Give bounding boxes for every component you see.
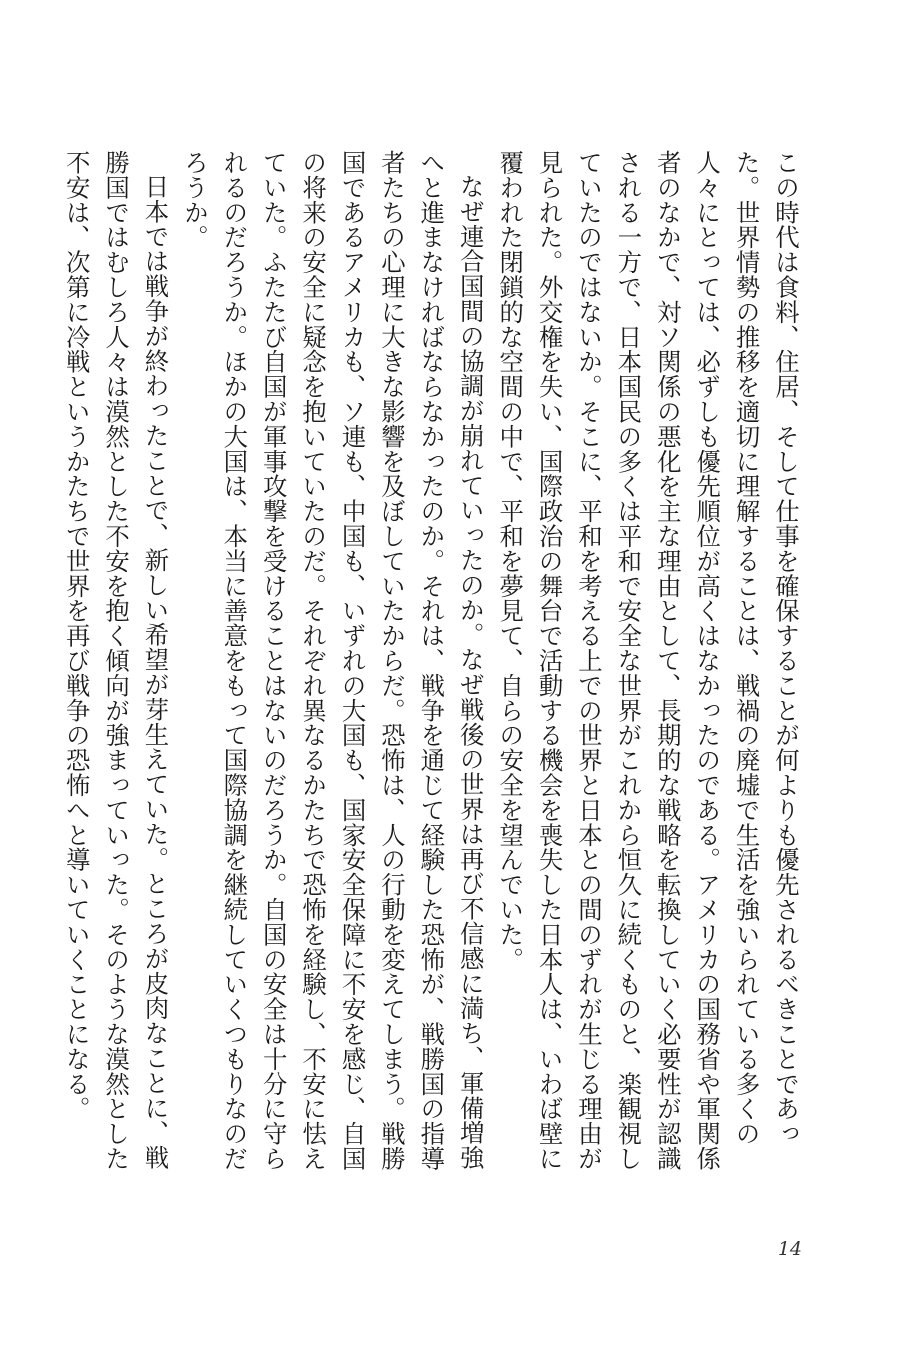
paragraph-2: なぜ連合国間の協調が崩れていったのか。なぜ戦後の世界は再び不信感に満ち、軍備増強へと進まなければならなかったのか。それは、戦争を通じて経験した恐怖が、戦勝国の指導者たちの心理に大きな影響を及ぼしていたからだ。恐怖は、人の行動を変えてしまう。戦勝国であるアメリカも、ソ連も、中国も、いずれの大国も、国家安全保障に不安を感じ、自国の将来の安全に疑念を抱いていたのだ。それぞれ異なるかたちで恐怖を経験し、不安に怯えていた。ふたたび自国が軍事攻撃を受けることはないのだろうか。自国の安全は十分に守られるのだろうか。ほかの大国は、本当に善意をもって国際協調を継続していくつもりなのだろうか。 [179, 150, 485, 1171]
paragraph-1: この時代は食料、住居、そして仕事を確保することが何よりも優先されるべきことであった。世界情勢の推移を適切に理解することは、戦禍の廃墟で生活を強いられている多くの人々にとっては、必ずしも優先順位が高くはなかったのである。アメリカの国務省や軍関係者のなかで、対ソ関係の悪化を主な理由として、長期的な戦略を転換していく必要性が認識される一方で、日本国民の多くは平和で安全な世界がこれから恒久に続くものと、楽観視していたのではないか。そこに、平和を考える上での世界と日本との間のずれが生じる理由が見られた。外交権を失い、国際政治の舞台で活動する機会を喪失した日本人は、いわば壁に覆われた閉鎖的な空間の中で、平和を夢見て、自らの安全を望んでいた。 [495, 150, 800, 1171]
body-text [61, 150, 805, 1190]
paragraph-3: 日本では戦争が終わったことで、新しい希望が芽生えていた。ところが皮肉なことに、戦勝国ではむしろ人々は漠然とした不安を抱く傾向が強まっていった。そのような漠然とした不安は、次第に冷戦というかたちで世界を再び戦争の恐怖へと導いていくことになる。 [61, 150, 170, 1171]
page-number: 14 [777, 1238, 802, 1260]
